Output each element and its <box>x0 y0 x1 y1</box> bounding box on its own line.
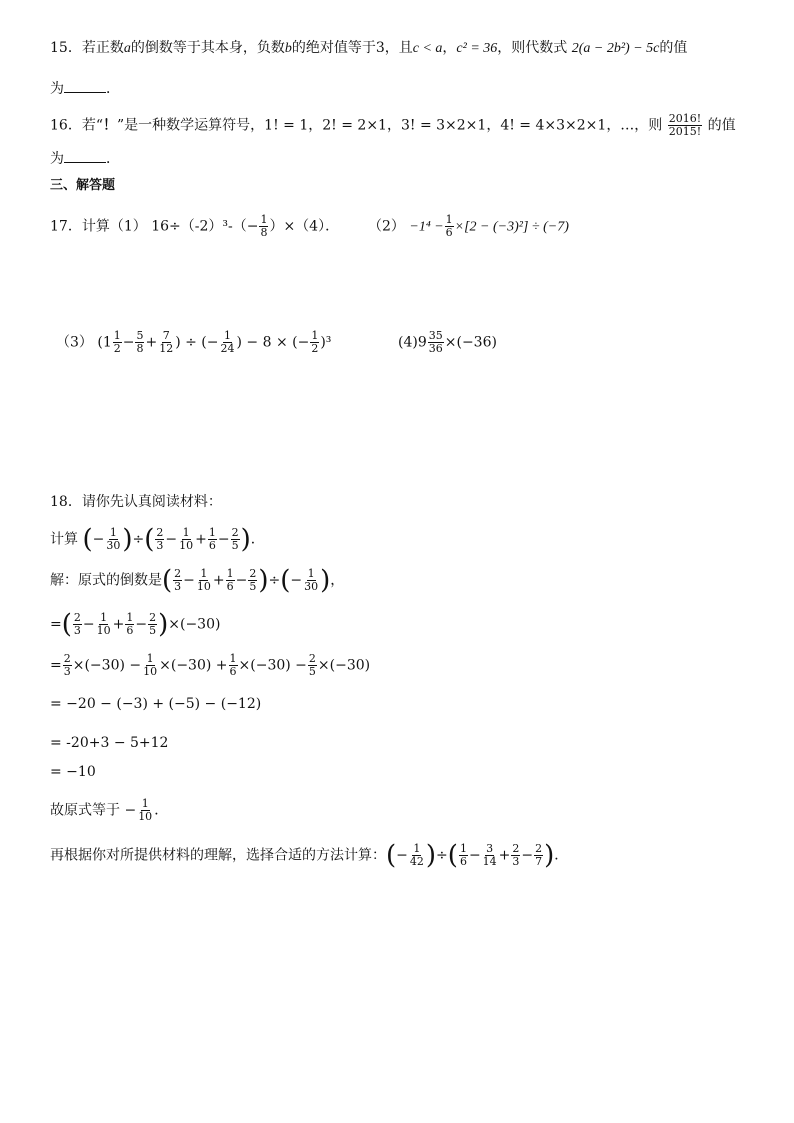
fraction: $\frac{1}{10}$ <box>143 652 158 678</box>
fraction: $\frac{2}{3}$ <box>174 567 182 593</box>
q17-part2: （2） −1⁴ − $\frac{1}{6}$ ×[2 − (−3)²] ÷ (−7) <box>368 213 569 239</box>
fraction: $\frac{2}{3}$ <box>156 526 164 552</box>
fraction: $\frac{1}{6}$ <box>459 842 467 868</box>
q18-step5: = −10 <box>50 764 96 780</box>
fraction: $\frac{1}{6}$ <box>229 652 237 678</box>
fraction: $\frac{1}{10}$ <box>96 611 111 637</box>
q18-conclusion: 故原式等于 − $\frac{1}{10}$ ． <box>50 797 169 823</box>
q18-solution: 解：原式的倒数是( $\frac{2}{3}$ − $\frac{1}{10}$ + $\frac{1}{6}$ − $\frac{2}{5}$ )÷(− $\frac{1}{30}$ )， <box>50 565 345 596</box>
fraction: $\frac{1}{10}$ <box>196 567 211 593</box>
fraction: $\frac{1}{10}$ <box>179 526 194 552</box>
q18-step3: = −20 − (−3) + (−5) − (−12) <box>50 696 262 712</box>
fraction: $\frac{1}{6}$ <box>226 567 234 593</box>
fraction: $\frac{2}{5}$ <box>249 567 257 593</box>
fraction: $\frac{1}{10}$ <box>138 797 153 823</box>
fraction: $\frac{1}{24}$ <box>220 329 235 355</box>
fraction: $\frac{1}{2}$ <box>311 329 319 355</box>
q15-line2: 为 ． <box>50 78 120 99</box>
fraction: $\frac{1}{42}$ <box>409 842 424 868</box>
fraction: $\frac{2}{5}$ <box>231 526 239 552</box>
fraction: $\frac{1}{6}$ <box>126 611 134 637</box>
fraction: $\frac{1}{2}$ <box>113 329 121 355</box>
section-title: 三、解答题 <box>50 178 116 193</box>
fraction: $\frac{1}{8}$ <box>260 213 268 239</box>
fraction: $\frac{1}{6}$ <box>445 213 453 239</box>
q18-step2: = $\frac{2}{3}$ ×(−30) − $\frac{1}{10}$ ×(−30) + $\frac{1}{6}$ ×(−30) − $\frac{2}{5}$ ×(−30) <box>50 652 371 678</box>
q16-line2: 为 ． <box>50 148 120 169</box>
fraction: $\frac{5}{8}$ <box>136 329 144 355</box>
fraction: $\frac{1}{6}$ <box>208 526 216 552</box>
fraction: $\frac{35}{36}$ <box>428 329 443 355</box>
q18-step4: = -20+3 − 5+12 <box>50 735 169 751</box>
q18-step1: =( $\frac{2}{3}$ − $\frac{1}{10}$ + $\frac{1}{6}$ − $\frac{2}{5}$ )×(−30) <box>50 609 221 640</box>
fraction: $\frac{2}{3}$ <box>63 652 71 678</box>
q15-line1: 15．若正数a的倒数等于其本身，负数b的绝对值等于3，且c < a，c² = 36，则代数式 2(a − 2b²) − 5c的值 <box>50 40 688 56</box>
answer-blank[interactable] <box>64 78 106 93</box>
q17-line1: 17．计算（1） 16÷（-2）³-（− $\frac{1}{8}$ ）×（4）． <box>50 213 340 239</box>
fraction: $\frac{1}{30}$ <box>106 526 121 552</box>
fraction: $\frac{7}{12}$ <box>159 329 174 355</box>
q18-calc: 计算 (− $\frac{1}{30}$ )÷( $\frac{2}{3}$ − $\frac{1}{10}$ + $\frac{1}{6}$ − $\frac{2}{5}$ )． <box>50 524 265 555</box>
q17-part4: (4)9 $\frac{35}{36}$ ×(−36) <box>398 329 497 355</box>
fraction: $\frac{2}{3}$ <box>73 611 81 637</box>
fraction: $\frac{2}{7}$ <box>535 842 543 868</box>
fraction: $\frac{2}{5}$ <box>308 652 316 678</box>
q16-line1: 16．若“！”是一种数学运算符号，1! = 1，2! = 2×1，3! = 3×2×1，4! = 4×3×2×1，…，则 $\frac{2016!}{2015!}$ 的值 <box>50 112 736 138</box>
fraction: $\frac{2016!}{2015!}$ <box>668 112 702 138</box>
q17-part3: （3） (1 $\frac{1}{2}$ − $\frac{5}{8}$ + $\frac{7}{12}$ ) ÷ (− $\frac{1}{24}$ ) − 8 × (− $\frac{1}{2}$ )³ <box>56 329 332 355</box>
q18-title: 18．请你先认真阅读材料： <box>50 494 222 510</box>
fraction: $\frac{3}{14}$ <box>482 842 497 868</box>
fraction: $\frac{1}{30}$ <box>304 567 319 593</box>
q18-task: 再根据你对所提供材料的理解，选择合适的方法计算：(− $\frac{1}{42}$ )÷( $\frac{1}{6}$ − $\frac{3}{14}$ + $\frac{2}{3}$ − $\frac{2}{7}$ )． <box>50 840 569 871</box>
fraction: $\frac{2}{5}$ <box>149 611 157 637</box>
answer-blank[interactable] <box>64 148 106 163</box>
fraction: $\frac{2}{3}$ <box>512 842 520 868</box>
